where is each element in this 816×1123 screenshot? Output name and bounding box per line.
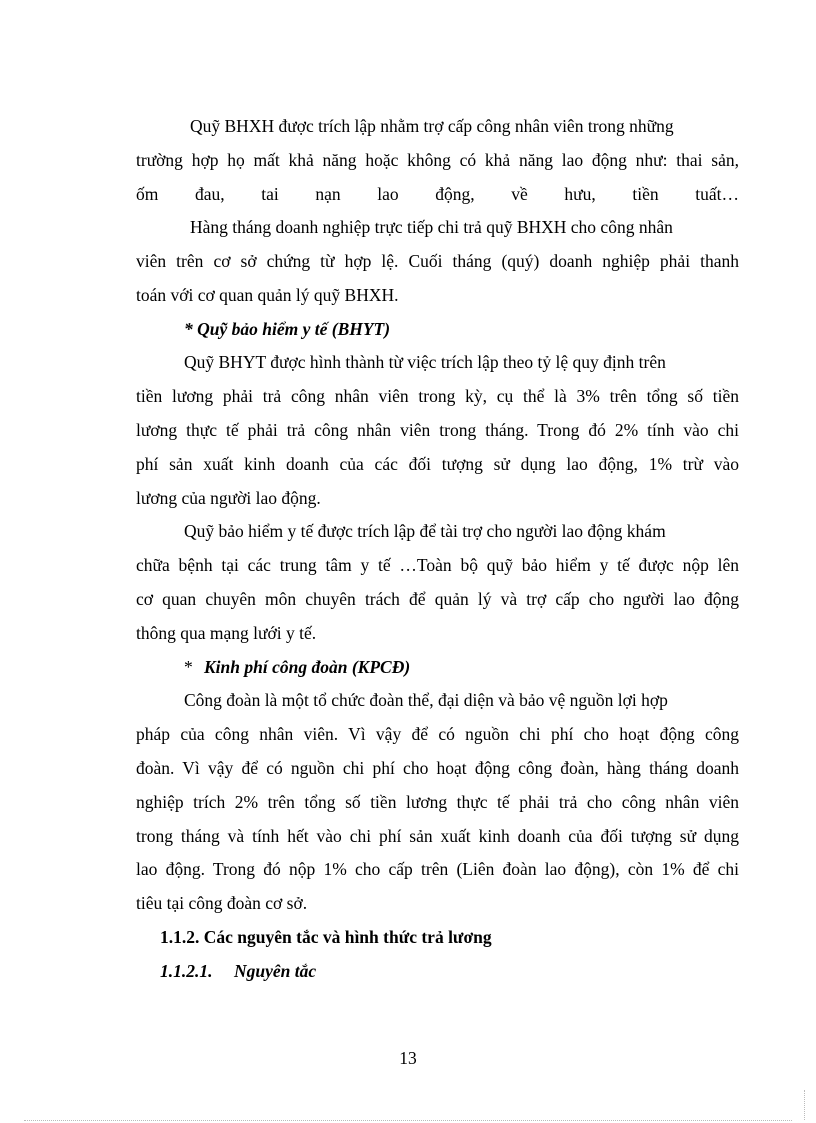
paragraph-line: thông qua mạng lưới y tế. [136, 623, 317, 643]
paragraph-line: ốm đau, tai nạn lao động, về hưu, tiền tuất… [136, 184, 739, 204]
page-bottom-border [24, 1120, 792, 1121]
paragraph-line: Hàng tháng doanh nghiệp trực tiếp chi trả quỹ BHXH cho công nhân [190, 217, 673, 237]
paragraph-line: Quỹ BHXH được trích lập nhằm trợ cấp công nhân viên trong những [190, 116, 674, 136]
page-number: 13 [399, 1048, 417, 1068]
paragraph-line: Quỹ BHYT được hình thành từ việc trích lập theo tỷ lệ quy định trên [184, 352, 666, 372]
paragraph-line: Quỹ bảo hiểm y tế được trích lập để tài trợ cho người lao động khám [184, 521, 666, 541]
section-heading-1-1-2-1-title: Nguyên tắc [234, 961, 317, 981]
paragraph-line: tiền lương phải trả công nhân viên trong kỳ, cụ thể là 3% trên tổng số tiền [136, 386, 739, 406]
paragraph-line: trường hợp họ mất khả năng hoặc không có khả năng lao động như: thai sản, [136, 150, 739, 170]
paragraph-line: lương thực tế phải trả công nhân viên trong tháng. Trong đó 2% tính vào chi [136, 420, 739, 440]
paragraph-line: chữa bệnh tại các trung tâm y tế …Toàn bộ quỹ bảo hiểm y tế được nộp lên [136, 555, 739, 575]
paragraph-line: nghiệp trích 2% trên tổng số tiền lương thực tế phải trả cho công nhân viên [136, 792, 739, 812]
paragraph-line: viên trên cơ sở chứng từ hợp lệ. Cuối tháng (quý) doanh nghiệp phải thanh [136, 251, 739, 271]
section-heading-kpcd: Kinh phí công đoàn (KPCĐ) [204, 657, 411, 677]
paragraph-line: cơ quan chuyên môn chuyên trách để quản lý và trợ cấp cho người lao động [136, 589, 739, 609]
paragraph-line: tiêu tại công đoàn cơ sở. [136, 893, 308, 913]
page-right-border [804, 1090, 805, 1120]
paragraph-line: phí sản xuất kinh doanh của các đối tượng sử dụng lao động, 1% trừ vào [136, 454, 739, 474]
section-heading-kpcd-bullet: * [184, 657, 193, 677]
paragraph-line: đoàn. Vì vậy để có nguồn chi phí cho hoạt động công đoàn, hàng tháng doanh [136, 758, 739, 778]
section-heading-1-1-2-1-number: 1.1.2.1. [160, 961, 213, 981]
paragraph-line: lương của người lao động. [136, 488, 321, 508]
paragraph-line: trong tháng và tính hết vào chi phí sản xuất kinh doanh của đối tượng sử dụng [136, 826, 739, 846]
section-heading-1-1-2: 1.1.2. Các nguyên tắc và hình thức trả lương [160, 927, 492, 947]
paragraph-line: pháp của công nhân viên. Vì vậy để có nguồn chi phí cho hoạt động công [136, 724, 739, 744]
paragraph-line: Công đoàn là một tổ chức đoàn thể, đại diện và bảo vệ nguồn lợi hợp [184, 690, 668, 710]
section-heading-bhyt: * Quỹ bảo hiểm y tế (BHYT) [184, 319, 391, 339]
paragraph-line: toán với cơ quan quản lý quỹ BHXH. [136, 285, 399, 305]
paragraph-line: lao động. Trong đó nộp 1% cho cấp trên (Liên đoàn lao động), còn 1% để chi [136, 859, 739, 879]
